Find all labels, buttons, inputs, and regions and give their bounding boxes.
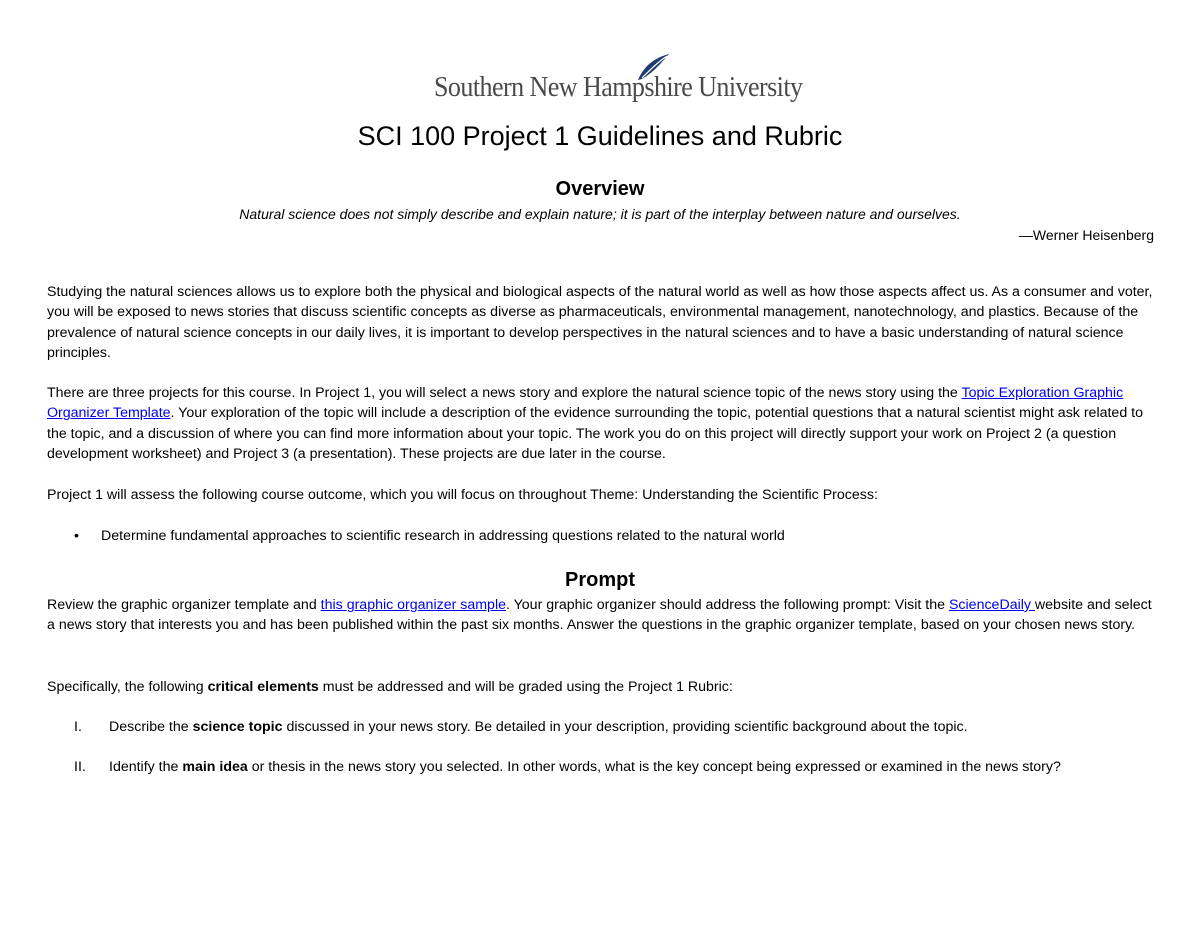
- item-text-bold: science topic: [192, 719, 283, 735]
- bullet-text: Determine fundamental approaches to scientific research in addressing questions related to the natural world: [101, 528, 785, 544]
- roman-numeral: II.: [74, 759, 86, 775]
- item-text-pre: Identify the: [109, 759, 183, 775]
- university-logo: [434, 50, 803, 106]
- paragraph-text: Review the graphic organizer template and: [47, 597, 321, 613]
- prompt-heading: Prompt: [565, 569, 635, 591]
- item-text-pre: Describe the: [109, 719, 193, 735]
- bold-text: critical elements: [207, 679, 319, 695]
- epigraph-quote: Natural science does not simply describe and explain nature; it is part of the interplay between nature and ourselves.: [239, 206, 961, 222]
- sciencedaily-link[interactable]: ScienceDaily: [948, 597, 1035, 613]
- logo-wordmark: Southern New Hampshire University: [434, 72, 803, 103]
- item-text: [109, 717, 968, 737]
- paragraph-text: . Your exploration of the topic will include a description of the evidence surrounding the topic, potential questions that a natural scientist might ask related to the topic, and a discussion of where you can find more information about your topic. The work you do on this project will directly support your work on Project 2 (a question development worksheet) and Project 3 (a presentation). These projects are due later in the course.: [47, 405, 1143, 463]
- paragraph-text: website and select a news story that interests you and has been published within the past six months. Answer the questions in the graphic organizer template, based on your chosen news story.: [47, 597, 1152, 634]
- overview-paragraph-2: [47, 383, 1159, 465]
- item-text-post: or thesis in the news story you selected. In other words, what is the key concept being expressed or examined in the news story?: [247, 759, 1061, 775]
- item-text: [109, 757, 1061, 777]
- roman-numeral: I.: [74, 719, 82, 735]
- leaf-icon: [636, 52, 670, 82]
- prompt-paragraph: [47, 595, 1159, 636]
- epigraph-author: —Werner Heisenberg: [1018, 227, 1154, 243]
- bullet-icon: •: [74, 528, 79, 544]
- item-text-post: discussed in your news story. Be detailed in your description, providing scientific background about the topic.: [282, 719, 968, 735]
- overview-paragraph-1: Studying the natural sciences allows us to explore both the physical and biological aspects of the natural world as well as how those aspects affect us. As a consumer and voter, you will be exposed to news stories that discuss scientific concepts as diverse as pharmaceuticals, environmental management, nanotechnology, and plastics. Because of the prevalence of natural science concepts in our daily lives, it is important to develop perspectives in the natural sciences and to have a basic understanding of natural science principles.: [47, 284, 1153, 362]
- topic-exploration-template-link[interactable]: Topic Exploration Graphic Organizer Template: [47, 385, 1124, 422]
- paragraph-text: . Your graphic organizer should address the following prompt: Visit the: [506, 597, 949, 613]
- paragraph-text: must be addressed and will be graded using the Project 1 Rubric:: [318, 679, 733, 695]
- paragraph-text: There are three projects for this course. In Project 1, you will select a news story and explore the natural science topic of the news story using the: [47, 385, 962, 401]
- item-text-bold: main idea: [182, 759, 248, 775]
- page-title: SCI 100 Project 1 Guidelines and Rubric: [357, 121, 843, 151]
- graphic-organizer-sample-link[interactable]: this graphic organizer sample: [320, 597, 506, 613]
- overview-paragraph-3: Project 1 will assess the following course outcome, which you will focus on throughout Theme: Understanding the Scientific Process:: [47, 487, 878, 503]
- overview-heading: Overview: [555, 178, 645, 200]
- paragraph-text: Specifically, the following: [47, 679, 208, 695]
- critical-elements-intro: [47, 677, 1159, 697]
